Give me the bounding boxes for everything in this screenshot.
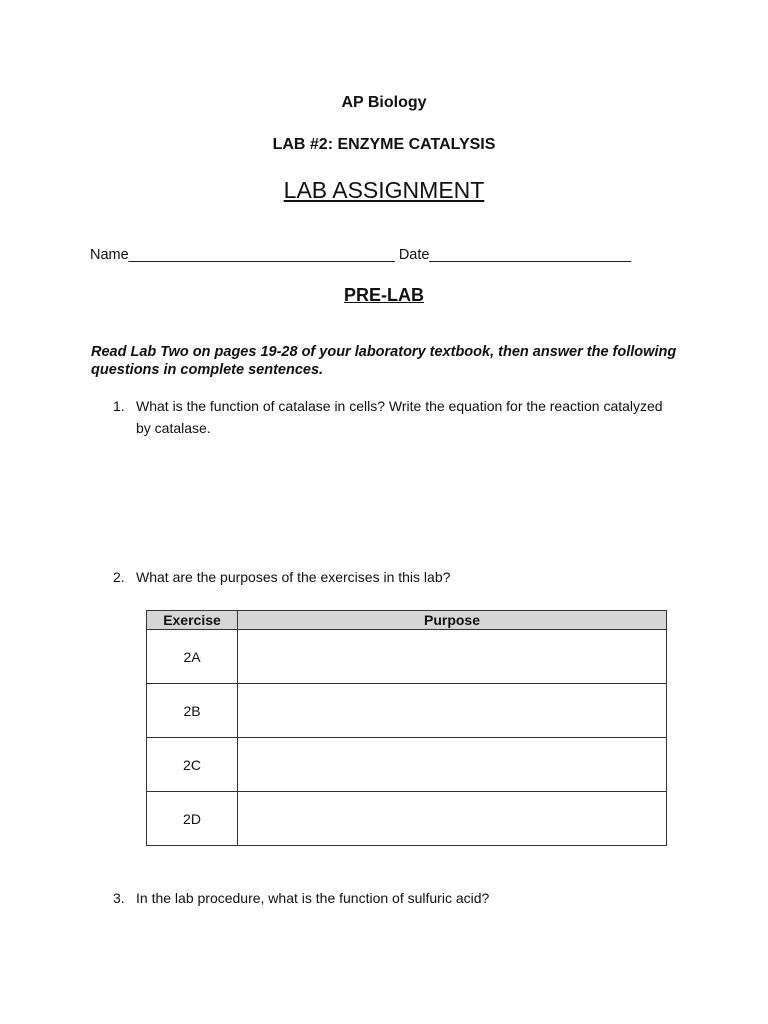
- question-number: 2.: [113, 569, 125, 585]
- column-header-purpose: Purpose: [238, 611, 667, 630]
- table-row: [147, 738, 667, 792]
- purpose-cell[interactable]: [238, 792, 667, 846]
- question-text: What are the purposes of the exercises in this lab?: [136, 569, 451, 585]
- course-title: AP Biology: [341, 94, 427, 111]
- question-number: 1.: [113, 398, 125, 414]
- exercise-cell: 2A: [147, 630, 238, 684]
- column-header-exercise: Exercise: [147, 611, 238, 630]
- lab-title: LAB #2: ENZYME CATALYSIS: [272, 136, 496, 153]
- purpose-cell[interactable]: [238, 738, 667, 792]
- question-text: In the lab procedure, what is the function of sulfuric acid?: [136, 890, 490, 906]
- name-date-line: Name_________________________________ Date_________________________: [90, 247, 632, 263]
- question-2: [113, 566, 673, 588]
- prelab-heading: PRE-LAB: [344, 285, 424, 305]
- table-header-row: [147, 611, 667, 630]
- exercise-cell: 2D: [147, 792, 238, 846]
- question-3: [113, 887, 673, 909]
- table-row: [147, 684, 667, 738]
- exercise-purpose-table: [146, 610, 667, 846]
- exercise-cell: 2C: [147, 738, 238, 792]
- table-row: [147, 792, 667, 846]
- purpose-cell[interactable]: [238, 630, 667, 684]
- assignment-title: LAB ASSIGNMENT: [283, 177, 485, 203]
- exercise-cell: 2B: [147, 684, 238, 738]
- question-number: 3.: [113, 890, 125, 906]
- question-text: What is the function of catalase in cells? Write the equation for the reaction catalyzed by catalase.: [136, 398, 663, 436]
- prelab-instructions: Read Lab Two on pages 19-28 of your laboratory textbook, then answer the following questions in complete sentences.: [91, 344, 677, 378]
- purpose-cell[interactable]: [238, 684, 667, 738]
- question-1: [113, 395, 673, 439]
- table-row: [147, 630, 667, 684]
